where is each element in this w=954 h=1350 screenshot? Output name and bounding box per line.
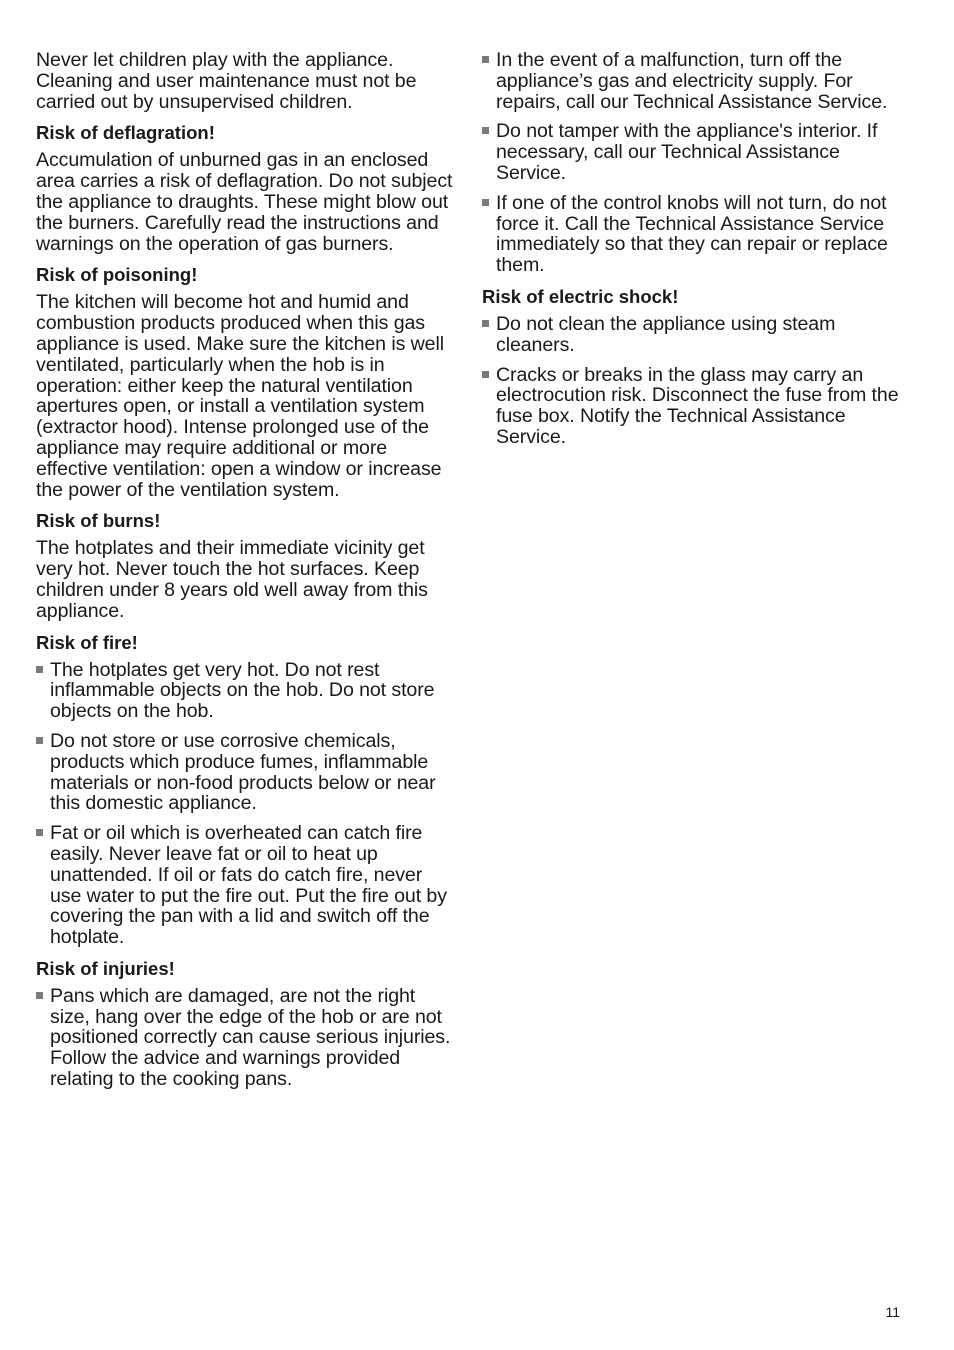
- bullet-square-icon: [36, 992, 43, 999]
- bullet-square-icon: [36, 666, 43, 673]
- malfunction-list: [482, 50, 902, 276]
- heading-electric-shock: Risk of electric shock!: [482, 285, 679, 307]
- deflagration-text: Accumulation of unburned gas in an enclosed area carries a risk of deflagration. Do not subject the appliance to draughts. These might blow out the burners. Carefully read the instructions and warnings on the operation of gas burners.: [36, 149, 453, 255]
- heading-poisoning: Risk of poisoning!: [36, 264, 198, 286]
- list-item: Do not store or use corrosive chemicals, products which produce fumes, inflammable materials or non-food products below or near this domestic appliance.: [36, 731, 456, 814]
- bullet-square-icon: [36, 737, 43, 744]
- fire-list: [36, 660, 456, 948]
- left-column: [36, 50, 456, 1099]
- poisoning-text: The kitchen will become hot and humid and combustion products produced when this gas appliance is used. Make sure the kitchen is well ventilated, particularly when the hob is in operation: either keep the natural ventilation apertures open, or install a ventilation system (extractor hood). Intense prolonged use of the appliance may require additional or more effective ventilation: open a window or increase the power of the ventilation system.: [36, 291, 444, 501]
- list-item: Cracks or breaks in the glass may carry an electrocution risk. Disconnect the fuse from the fuse box. Notify the Technical Assistance Service.: [482, 365, 902, 448]
- bullet-square-icon: [482, 56, 489, 63]
- list-item: Pans which are damaged, are not the right size, hang over the edge of the hob or are not positioned correctly can cause serious injuries. Follow the advice and warnings provided relating to the cooking pans.: [36, 986, 456, 1090]
- page-number: 11: [885, 1304, 900, 1320]
- bullet-square-icon: [482, 320, 489, 327]
- bullet-square-icon: [482, 371, 489, 378]
- intro-paragraph: Never let children play with the appliance. Cleaning and user maintenance must not be carried out by unsupervised children.: [36, 49, 417, 113]
- heading-burns: Risk of burns!: [36, 510, 161, 532]
- electric-shock-list: [482, 314, 902, 448]
- list-item: The hotplates get very hot. Do not rest inflammable objects on the hob. Do not store objects on the hob.: [36, 660, 456, 722]
- injuries-list: [36, 986, 456, 1090]
- list-item: Do not tamper with the appliance's interior. If necessary, call our Technical Assistance Service.: [482, 121, 902, 183]
- list-item: If one of the control knobs will not turn, do not force it. Call the Technical Assistance Service immediately so that they can repair or replace them.: [482, 193, 902, 276]
- burns-text: The hotplates and their immediate vicinity get very hot. Never touch the hot surfaces. Keep children under 8 years old well away from this appliance.: [36, 537, 428, 622]
- list-item: Do not clean the appliance using steam cleaners.: [482, 314, 902, 356]
- bullet-square-icon: [482, 199, 489, 206]
- bullet-square-icon: [482, 127, 489, 134]
- heading-injuries: Risk of injuries!: [36, 957, 175, 979]
- heading-fire: Risk of fire!: [36, 631, 138, 653]
- list-item: Fat or oil which is overheated can catch fire easily. Never leave fat or oil to heat up unattended. If oil or fats do catch fire, never use water to put the fire out. Put the fire out by covering the pan with a lid and switch off the hotplate.: [36, 823, 456, 948]
- heading-deflagration: Risk of deflagration!: [36, 122, 215, 144]
- list-item: In the event of a malfunction, turn off the appliance’s gas and electricity supply. For repairs, call our Technical Assistance Service.: [482, 50, 902, 112]
- bullet-square-icon: [36, 829, 43, 836]
- right-column: [482, 50, 902, 457]
